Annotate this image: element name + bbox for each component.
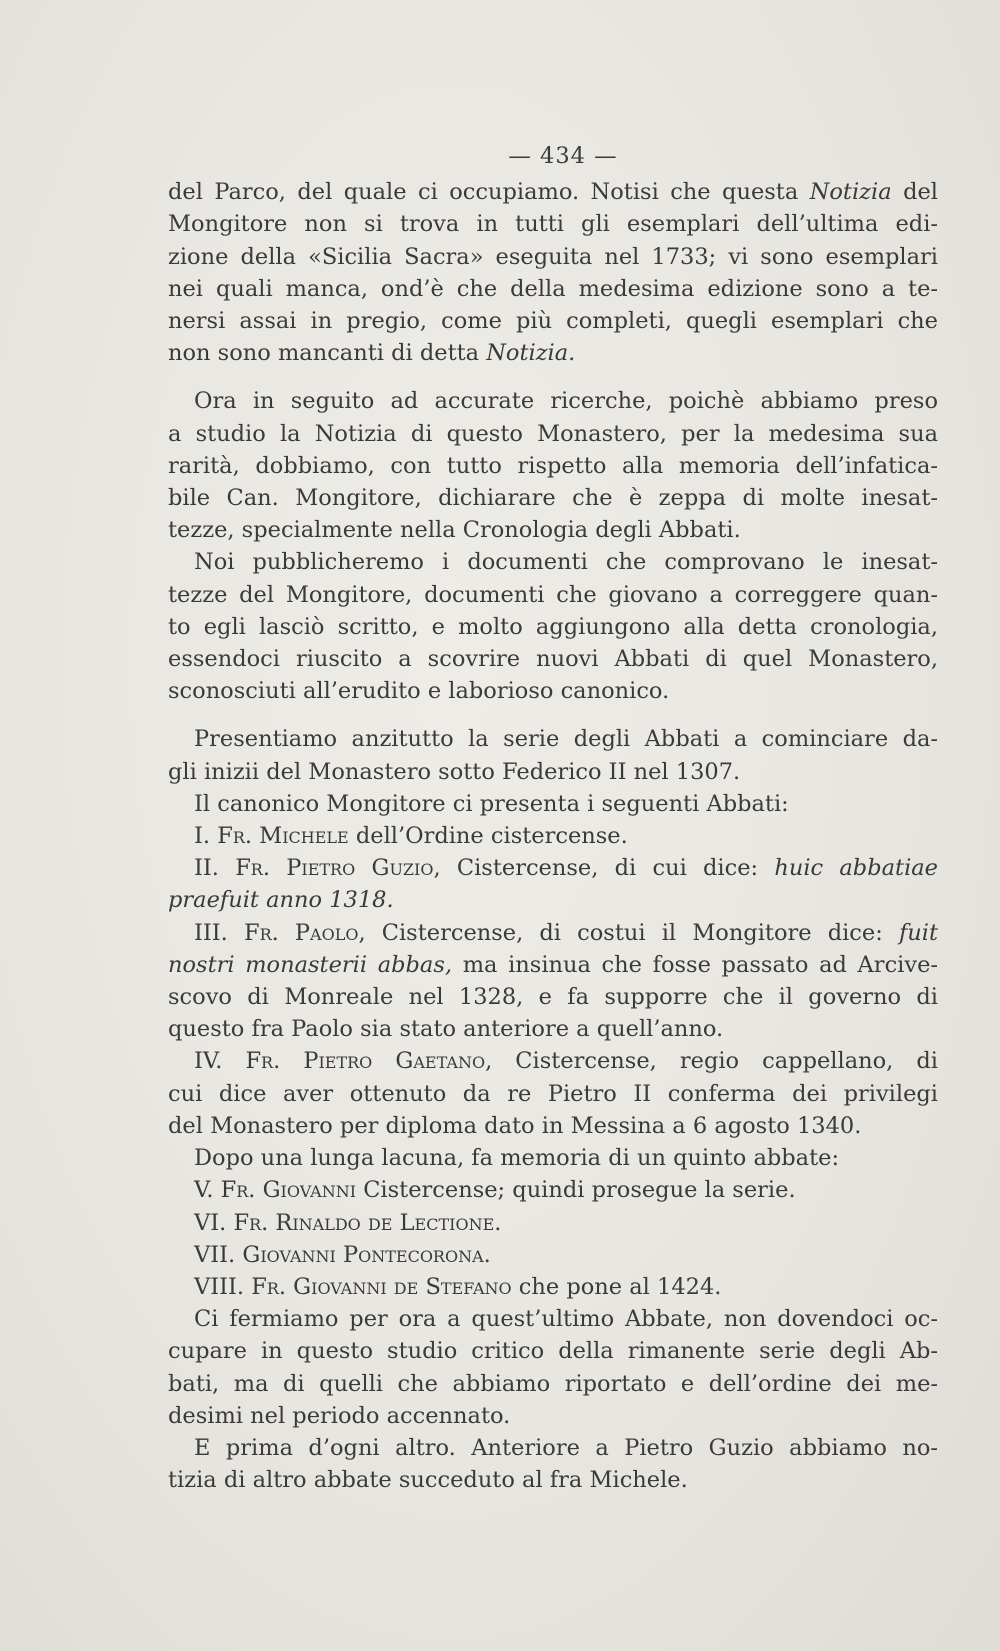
text-line: tezze del Mongitore, documenti che giovano a correggere quan- [168,581,938,608]
small-caps-name: Fr. Paolo [243,919,359,946]
paragraph [168,1303,938,1432]
text-line: scovo di Monreale nel 1328, e fa supporre che il governo di [168,984,938,1011]
text-line: Ci fermiamo per ora a quest’ultimo Abbate, non dovendoci oc- [194,1306,938,1333]
text-line: bile Can. Mongitore, dichiarare che è zeppa di molte inesat- [168,485,938,512]
text-line: Mongitore non si trova in tutti gli esemplari dell’ultima edi- [168,211,938,238]
italic-text: Notizia [809,179,892,206]
text-line: I. Fr. Michele dell’Ordine cistercense. [194,823,628,850]
text-line: del Monastero per diploma dato in Messina a 6 agosto 1340. [168,1112,862,1139]
italic-text: huic abbatiae [774,855,938,882]
italic-text: nostri monasterii abbas, [168,951,453,978]
list-item [168,1239,938,1271]
text-line: zione della «Sicilia Sacra» eseguita nel 1733; vi sono esemplari [168,243,938,270]
text-line: sconosciuti all’erudito e laborioso canonico. [168,678,670,705]
text-block [168,140,938,1496]
list-item [168,1271,938,1303]
paragraph [168,546,938,707]
paragraph [168,723,938,787]
list-item [168,1045,938,1142]
small-caps-name: Fr. Michele [217,823,349,850]
italic-text: praefuit anno 1318. [168,887,394,914]
text-line: bati, ma di quelli che abbiamo riportato e dell’ordine dei me- [168,1370,938,1397]
text-line: tizia di altro abbate succeduto al fra Michele. [168,1467,688,1494]
text-line: V. Fr. Giovanni Cistercense; quindi prosegue la serie. [194,1177,796,1204]
text-line: Presentiamo anzitutto la serie degli Abbati a cominciare da- [194,726,938,753]
list-item [168,820,938,852]
paragraph [168,1432,938,1496]
text-line: VIII. Fr. Giovanni de Stefano che pone al 1424. [194,1273,722,1300]
italic-text: fuit [898,919,939,946]
text-line: tezze, specialmente nella Cronologia degli Abbati. [168,517,741,544]
text-line: desimi nel periodo accennato. [168,1402,511,1429]
small-caps-name: Fr. Pietro Gaetano [245,1048,486,1075]
text-line: non sono mancanti di detta Notizia. [168,340,576,367]
text-line: nostri monasterii abbas, ma insinua che fosse passato ad Arcive- [168,951,938,978]
page-number: — 434 — [508,143,618,169]
text-line: essendoci riuscito a scovrire nuovi Abbati di quel Monastero, [168,646,938,673]
text-line: III. Fr. Paolo, Cistercense, di costui il Mongitore dice: fuit [194,919,939,946]
text-line: nersi assai in pregio, come più completi, quegli esemplari che [168,308,938,335]
text-line: a studio la Notizia di questo Monastero, per la medesima sua [168,420,938,447]
text-line: VI. Fr. Rinaldo de Lectione. [194,1209,502,1236]
text-line: del Parco, del quale ci occupiamo. Notisi che questa Notizia del [168,179,938,206]
text-line: Dopo una lunga lacuna, fa memoria di un quinto abbate: [194,1145,840,1172]
text-line: gli inizii del Monastero sotto Federico II nel 1307. [168,758,741,785]
paragraph [168,788,938,820]
text-line: IV. Fr. Pietro Gaetano, Cistercense, regio cappellano, di [194,1048,938,1075]
small-caps-name: Fr. Giovanni de Stefano [251,1273,512,1300]
text-line: Ora in seguito ad accurate ricerche, poichè abbiamo preso [194,388,938,415]
list-item [168,1207,938,1239]
text-line: VII. Giovanni Pontecorona. [194,1241,491,1268]
text-line: E prima d’ogni altro. Anteriore a Pietro Guzio abbiamo no- [194,1434,938,1461]
text-line: rarità, dobbiamo, con tutto rispetto alla memoria dell’infatica- [168,452,938,479]
paragraph [168,176,938,369]
text-line: questo fra Paolo sia stato anteriore a quell’anno. [168,1016,724,1043]
text-line: cupare in questo studio critico della rimanente serie degli Ab- [168,1338,938,1365]
list-item [168,1174,938,1206]
text-line [168,884,938,916]
list-item [168,917,938,1046]
text-line: II. Fr. Pietro Guzio, Cistercense, di cui dice: huic abbatiae [194,855,938,882]
text-line: nei quali manca, ond’è che della medesima edizione sono a te- [168,275,938,302]
text-line: to egli lasciò scritto, e molto aggiungono alla detta cronologia, [168,613,938,640]
text-line: cui dice aver ottenuto da re Pietro II conferma dei privilegi [168,1080,938,1107]
small-caps-name: Giovanni Pontecorona. [242,1241,491,1268]
small-caps-name: Fr. Rinaldo de Lectione. [233,1209,502,1236]
text-line: Il canonico Mongitore ci presenta i seguenti Abbati: [194,790,789,817]
paragraph [168,385,938,546]
text-line: Noi pubblicheremo i documenti che comprovano le inesat- [194,549,938,576]
paragraph [168,1142,938,1174]
small-caps-name: Fr. Giovanni [220,1177,357,1204]
small-caps-name: Fr. Pietro Guzio [235,855,434,882]
list-item [168,852,938,916]
italic-text: Notizia. [486,340,576,367]
